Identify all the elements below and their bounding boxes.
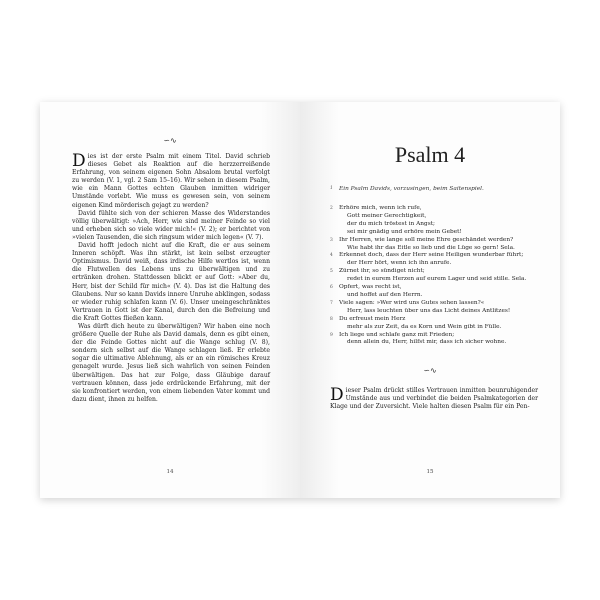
paragraph — [330, 387, 538, 411]
verse-number: 1 — [330, 186, 333, 191]
verse-number — [330, 292, 339, 300]
verse-line — [330, 252, 545, 260]
verse-line — [330, 276, 545, 284]
page-number: 15 — [426, 469, 434, 475]
verse-text: sei mir gnädig und erhöre mein Gebet! — [347, 228, 462, 235]
verse-text: Opfert, was recht ist, — [339, 284, 402, 291]
verse-text: mehr als zur Zeit, da es Korn und Wein gibt in Fülle. — [347, 323, 502, 330]
verse-text: Ihr Herren, wie lange soll meine Ehre geschändet werden? — [339, 236, 514, 243]
paragraph: David fühlte sich von der schieren Masse des Widerstandes völlig überwältigt: »Ach, Herr, wie sind meiner Feinde so viel und erheben sich so viele wider mich!« (V. 2); er berichtet von »vielen Tausenden, die sich ringsum wider mich legen« (V. 7). — [72, 209, 270, 241]
paragraph — [72, 153, 270, 210]
verse-number: 5 — [330, 269, 333, 275]
psalm-verses — [330, 205, 545, 347]
verse-number: 3 — [330, 237, 333, 243]
verse-line — [330, 316, 545, 324]
book-spread — [40, 102, 560, 498]
verse-line — [330, 292, 545, 300]
right-page — [300, 102, 560, 498]
verse-line — [330, 245, 545, 253]
ornament-icon: ∽∿ — [163, 136, 177, 145]
ornament-icon: ∽∿ — [423, 366, 437, 375]
verse-number — [330, 260, 339, 268]
verse-text: und hoffet auf den Herrn. — [347, 291, 423, 298]
verse-text: Erkennet doch, dass der Herr seine Heiligen wunderbar führt; — [339, 252, 524, 259]
verse-line — [330, 308, 545, 316]
verse-text: der du mich tröstest in Angst; — [347, 220, 436, 227]
verse-line — [330, 221, 545, 229]
verse-text: Zürnet ihr, so sündiget nicht; — [339, 268, 425, 275]
verse-number — [330, 221, 339, 229]
verse-line — [330, 332, 545, 340]
verse-text: Gott meiner Gerechtigkeit, — [347, 212, 427, 219]
verse-line — [330, 213, 545, 221]
left-body-text — [72, 153, 270, 404]
verse-number: 2 — [330, 206, 333, 211]
verse-number: 4 — [330, 253, 333, 259]
verse-text: der Herr hört, wenn ich ihn anrufe. — [347, 260, 452, 267]
verse-number — [330, 339, 339, 347]
verse-line — [330, 229, 545, 237]
paragraph: Was dürft dich heute zu überwältigen? Wir haben eine noch größere Quelle der Ruhe als David damals, denn es gibt einen, der die Feinde Gottes nicht auf die Wange schlug (V. 8), sondern sich selbst auf die Wange schlagen ließ. Er erlebte sogar die ultimative Ablehnung, als er an ein römisches Kreuz genagelt wurde. Jesus ließ sich wahrlich von seinen Feinden überwältigen. Das hat zur Folge, dass Gläubige darauf vertrauen können, dass jede erdrückende Erfahrung, mit der sie konfrontiert werden, von einem liebenden Vater kommt und dazu dient, ihnen zu helfen. — [72, 322, 270, 403]
verse-number: 9 — [330, 332, 333, 338]
verse-line — [330, 339, 545, 347]
paragraph-text: ies ist der erste Psalm mit einem Titel. David schrieb dieses Gebet als Reaktion auf die herzzerreißende Erfahrung, von seinem eigenen Sohn Absalom brutal verfolgt zu werden (V. 1, vgl. 2 Sam 15–16). Wir sehen in diesem Psalm, wie ein Mann Gottes echten Glauben inmitten widriger Umstände vorlebt. Wie muss es gewesen sein, von seinem eigenen Kind mörderisch gejagt zu werden? — [72, 153, 270, 209]
verse-text: redet in eurem Herzen auf eurem Lager und seid stille. Sela. — [347, 276, 527, 283]
page-number: 14 — [166, 469, 174, 475]
verse-number: 8 — [330, 316, 333, 322]
verse-number — [330, 213, 339, 221]
verse-line — [330, 237, 545, 245]
verse-line — [330, 205, 545, 213]
verse-text: Ich liege und schlafe ganz mit Frieden; — [339, 331, 455, 338]
verse-text: Erhöre mich, wenn ich rufe, — [339, 205, 422, 211]
verse-number — [330, 229, 339, 237]
verse-number — [330, 308, 339, 316]
verse-number — [330, 245, 339, 253]
psalm-superscription — [330, 186, 540, 192]
verse-text: Herr, lass leuchten über uns das Licht deines Antlitzes! — [347, 307, 511, 314]
verse-line — [330, 300, 545, 308]
left-page — [40, 102, 300, 498]
verse-number — [330, 324, 339, 332]
superscription-text: Ein Psalm Davids, vorzusingen, beim Saitenspiel. — [339, 186, 484, 192]
verse-line — [330, 260, 545, 268]
psalm-title: Psalm 4 — [394, 142, 466, 167]
verse-line — [330, 268, 545, 276]
verse-text: Du erfreust mein Herz — [339, 315, 406, 322]
drop-cap: D — [330, 385, 344, 405]
paragraph-text: ieser Psalm drückt stilles Vertrauen inmitten beunruhigender Umstände aus und verbindet die beiden Psalmkategorien der Klage und der Zuversicht. Viele halten diesen Psalm für ein Pen- — [330, 387, 538, 411]
right-body-text — [330, 387, 538, 411]
drop-cap: D — [72, 151, 86, 171]
paragraph: David hofft jedoch nicht auf die Kraft, die er aus seinem Inneren schöpft. Was ihn stärkt, ist kein selbst erzeugter Optimismus. David weiß, dass irdische Hilfe wertlos ist, wenn die Flutwellen des Lebens uns zu überwältigen und zu ertränken drohen. Stattdessen blickt er auf Gott: »Aber du, Herr, bist der Schild für mich« (V. 4). Das ist die Haltung des Glaubens. Nur so kann Davids innere Unruhe abklingen, sodass er wieder ruhig schlafen kann (V. 6). Unser uneingeschränktes Vertrauen in Gott ist der Kanal, durch den die Befreiung und die Kraft Gottes fließen kann. — [72, 242, 270, 322]
verse-line — [330, 284, 545, 292]
verse-number: 6 — [330, 285, 333, 291]
verse-number: 7 — [330, 300, 333, 306]
verse-line — [330, 324, 545, 332]
verse-text: denn allein du, Herr, hilfst mir, dass ich sicher wohne. — [347, 339, 507, 346]
verse-number — [330, 276, 339, 284]
verse-text: Wie habt ihr das Eitle so lieb und die Lüge so gern! Sela. — [347, 244, 515, 251]
verse-text: Viele sagen: »Wer wird uns Gutes sehen lassen?« — [339, 299, 485, 306]
